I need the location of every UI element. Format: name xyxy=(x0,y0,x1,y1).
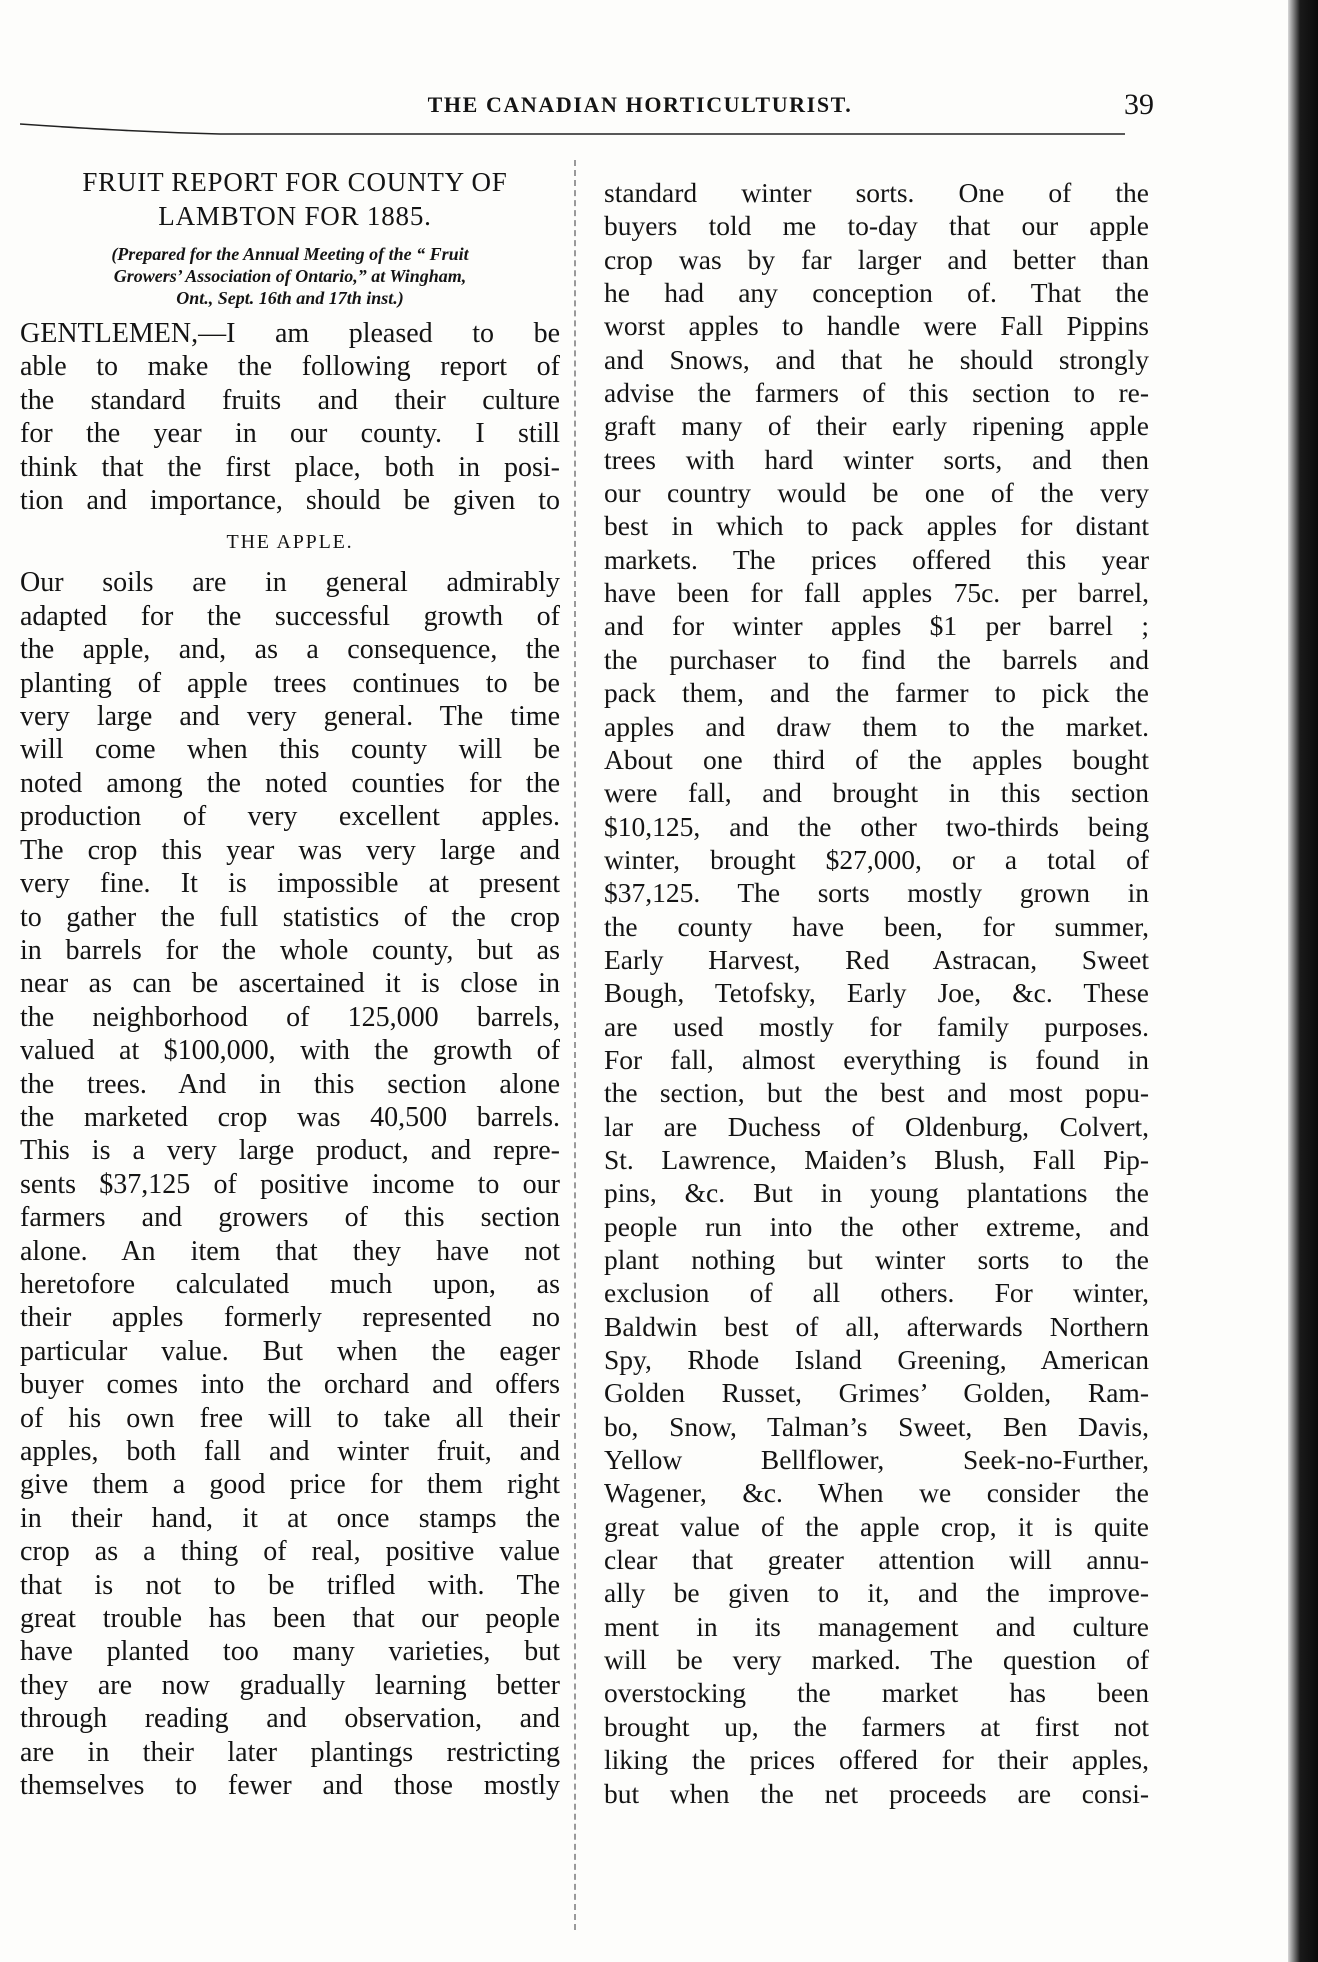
text-line: pack them, and the farmer to pick the xyxy=(604,677,1149,709)
text-line: near as can be ascertained it is close in xyxy=(20,968,560,1000)
text-line: winter, brought $27,000, or a total of xyxy=(604,843,1149,875)
text-line: our country would be one of the very xyxy=(604,477,1149,509)
text-line: best in which to pack apples for distant xyxy=(604,510,1149,542)
text-line: buyer comes into the orchard and offers xyxy=(20,1369,560,1401)
text-line: advise the farmers of this section to re- xyxy=(604,377,1149,409)
article-title-line-1: FRUIT REPORT FOR COUNTY OF xyxy=(82,167,508,197)
text-line: bo, Snow, Talman’s Sweet, Ben Davis, xyxy=(604,1410,1149,1442)
article-title xyxy=(30,165,560,233)
text-line: they are now gradually learning better xyxy=(20,1669,560,1701)
text-line: worst apples to handle were Fall Pippins xyxy=(604,310,1149,342)
text-line: through reading and observation, and xyxy=(20,1703,560,1735)
text-line: clear that greater attention will annu- xyxy=(604,1544,1149,1576)
text-line: the marketed crop was 40,500 barrels. xyxy=(20,1101,560,1133)
text-line: and Snows, and that he should strongly xyxy=(604,343,1149,375)
text-line: pins, &c. But in young plantations the xyxy=(604,1177,1149,1209)
text-line: have been for fall apples 75c. per barrel, xyxy=(604,577,1149,609)
text-line: have planted too many varieties, but xyxy=(20,1636,560,1668)
left-column xyxy=(20,165,560,1802)
text-line: standard winter sorts. One of the xyxy=(604,177,1149,208)
text-line: overstocking the market has been xyxy=(604,1677,1149,1709)
prepared-note-line: Ont., Sept. 16th and 17th inst.) xyxy=(176,288,404,308)
text-line: ment in its management and culture xyxy=(604,1610,1149,1642)
article-title-line-2: LAMBTON FOR 1885. xyxy=(158,201,432,231)
text-line: themselves to fewer and those mostly xyxy=(20,1770,560,1802)
text-line: think that the first place, both in posi- xyxy=(20,451,560,483)
text-line: the section, but the best and most popu- xyxy=(604,1077,1149,1109)
text-line: will come when this county will be xyxy=(20,734,560,766)
text-line: trees with hard winter sorts, and then xyxy=(604,443,1149,475)
text-line: production of very excellent apples. xyxy=(20,801,560,833)
text-line: are used mostly for family purposes. xyxy=(604,1010,1149,1042)
text-line: Yellow Bellflower, Seek-no-Further, xyxy=(604,1444,1149,1476)
text-line: planting of apple trees continues to be xyxy=(20,667,560,699)
text-line: liking the prices offered for their apples, xyxy=(604,1744,1149,1776)
scan-edge xyxy=(1288,0,1318,1962)
text-line: crop as a thing of real, positive value xyxy=(20,1536,560,1568)
text-line: plant nothing but winter sorts to the xyxy=(604,1244,1149,1275)
text-line: alone. An item that they have not xyxy=(20,1235,560,1267)
section-heading: THE APPLE. xyxy=(226,531,354,554)
text-line: the county have been, for summer, xyxy=(604,910,1149,942)
text-line: the standard fruits and their culture xyxy=(20,384,560,416)
text-line: markets. The prices offered this year xyxy=(604,543,1149,575)
text-line: noted among the noted counties for the xyxy=(20,767,560,799)
text-line: great value of the apple crop, it is quite xyxy=(604,1510,1149,1542)
text-line: but when the net proceeds are consi- xyxy=(604,1777,1149,1809)
text-line: Golden Russet, Grimes’ Golden, Ram- xyxy=(604,1377,1149,1409)
text-line: Our soils are in general admirably xyxy=(20,567,560,599)
text-line: sents $37,125 of positive income to our xyxy=(20,1168,560,1200)
right-column xyxy=(604,176,1149,1810)
text-line: For fall, almost everything is found in xyxy=(604,1043,1149,1075)
intro-paragraph xyxy=(20,317,560,517)
text-line: very large and very general. The time xyxy=(20,701,560,733)
text-line: valued at $100,000, with the growth of xyxy=(20,1035,560,1067)
text-line: very fine. It is impossible at present xyxy=(20,868,560,900)
text-line: Spy, Rhode Island Greening, American xyxy=(604,1344,1149,1376)
text-line: Baldwin best of all, afterwards Northern xyxy=(604,1310,1149,1342)
text-line: Bough, Tetofsky, Early Joe, &c. These xyxy=(604,977,1149,1009)
text-line: tion and importance, should be given to xyxy=(20,485,560,517)
text-line: are in their later plantings restricting xyxy=(20,1736,560,1768)
text-line: brought up, the farmers at first not xyxy=(604,1710,1149,1742)
text-line: ally be given to it, and the improve- xyxy=(604,1577,1149,1609)
text-line: adapted for the successful growth of xyxy=(20,600,560,632)
text-line: will be very marked. The question of xyxy=(604,1644,1149,1676)
text-line: of his own free will to take all their xyxy=(20,1402,560,1434)
column-divider xyxy=(574,160,576,1930)
text-line: $37,125. The sorts mostly grown in xyxy=(604,877,1149,909)
text-line: great trouble has been that our people xyxy=(20,1603,560,1635)
text-line: that is not to be trifled with. The xyxy=(20,1569,560,1601)
text-line: farmers and growers of this section xyxy=(20,1202,560,1234)
text-line: GENTLEMEN,—I am pleased to be xyxy=(20,318,560,349)
text-line: were fall, and brought in this section xyxy=(604,777,1149,809)
prepared-note-line: (Prepared for the Annual Meeting of the “ Fruit xyxy=(111,244,469,264)
text-line: apples and draw them to the market. xyxy=(604,710,1149,742)
right-paragraph xyxy=(604,176,1149,1810)
text-line: buyers told me to-day that our apple xyxy=(604,210,1149,242)
text-line: their apples formerly represented no xyxy=(20,1302,560,1334)
text-line: exclusion of all others. For winter, xyxy=(604,1277,1149,1309)
text-line: the purchaser to find the barrels and xyxy=(604,643,1149,675)
text-line: in barrels for the whole county, but as xyxy=(20,934,560,966)
text-line: Wagener, &c. When we consider the xyxy=(604,1477,1149,1509)
text-line: people run into the other extreme, and xyxy=(604,1210,1149,1242)
text-line: for the year in our county. I still xyxy=(20,418,560,450)
text-line: the apple, and, as a consequence, the xyxy=(20,634,560,666)
text-line: the trees. And in this section alone xyxy=(20,1068,560,1100)
text-line: in their hand, it at once stamps the xyxy=(20,1502,560,1534)
prepared-note xyxy=(20,243,560,309)
text-line: heretofore calculated much upon, as xyxy=(20,1268,560,1300)
text-line: $10,125, and the other two-thirds being xyxy=(604,810,1149,842)
text-line: St. Lawrence, Maiden’s Blush, Fall Pip- xyxy=(604,1143,1149,1175)
apple-paragraph xyxy=(20,566,560,1802)
text-line: The crop this year was very large and xyxy=(20,834,560,866)
text-line: the neighborhood of 125,000 barrels, xyxy=(20,1001,560,1033)
text-line: and for winter apples $1 per barrel ; xyxy=(604,610,1149,642)
text-line: lar are Duchess of Oldenburg, Colvert, xyxy=(604,1110,1149,1142)
text-line: to gather the full statistics of the crop xyxy=(20,901,560,933)
page-number: 39 xyxy=(1124,88,1154,121)
prepared-note-line: Growers’ Association of Ontario,” at Wingham, xyxy=(113,266,467,286)
text-line: crop was by far larger and better than xyxy=(604,243,1149,275)
text-line: apples, both fall and winter fruit, and xyxy=(20,1436,560,1467)
text-line: particular value. But when the eager xyxy=(20,1335,560,1367)
text-line: able to make the following report of xyxy=(20,351,560,383)
text-line: This is a very large product, and repre- xyxy=(20,1135,560,1167)
text-line: Early Harvest, Red Astracan, Sweet xyxy=(604,943,1149,975)
text-line: give them a good price for them right xyxy=(20,1469,560,1501)
text-line: About one third of the apples bought xyxy=(604,743,1149,775)
header-rule xyxy=(20,122,1125,144)
text-line: graft many of their early ripening apple xyxy=(604,410,1149,442)
text-line: he had any conception of. That the xyxy=(604,277,1149,309)
running-title: THE CANADIAN HORTICULTURIST. xyxy=(427,92,853,117)
